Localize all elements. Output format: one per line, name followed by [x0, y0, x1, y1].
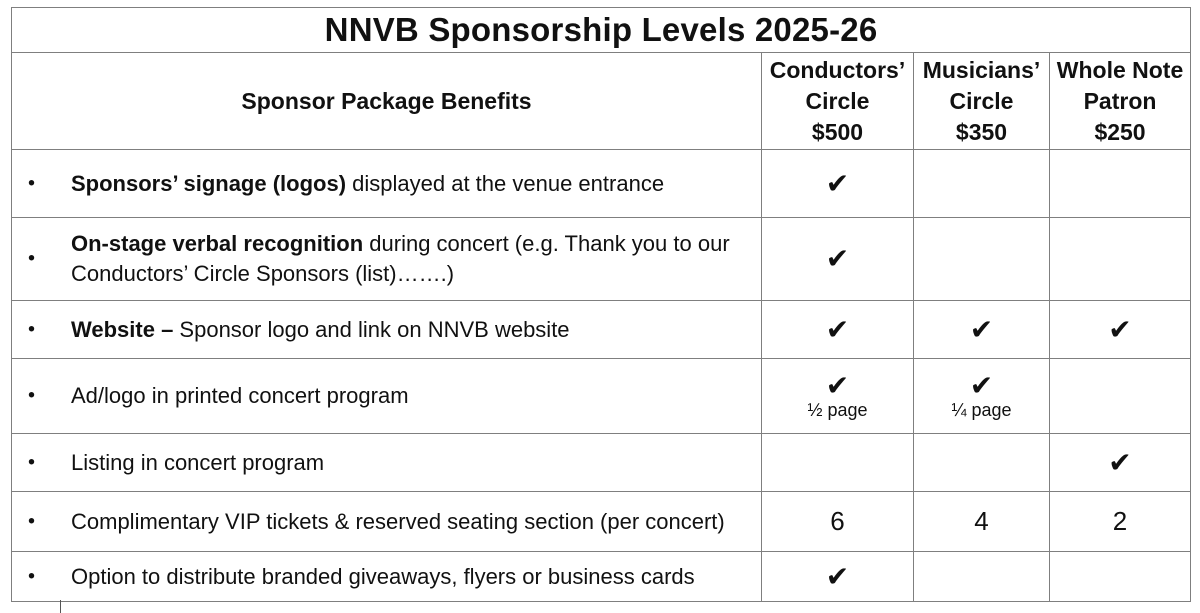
conductors-cell	[762, 434, 914, 492]
conductors-cell	[762, 301, 914, 359]
benefit-text: Complimentary VIP tickets & reserved seating section (per concert)	[71, 508, 725, 534]
whole-note-cell	[1050, 492, 1191, 552]
benefit-row	[12, 150, 1191, 218]
musicians-cell	[914, 301, 1050, 359]
whole-note-patron-header	[1050, 53, 1191, 150]
conductors-cell	[762, 492, 914, 552]
checkmark-icon: ✔	[825, 242, 850, 275]
benefit-cell	[12, 301, 762, 359]
benefit-cell	[12, 150, 762, 218]
whole-note-cell	[1050, 552, 1191, 602]
musicians-circle-header	[914, 53, 1050, 150]
benefit-row	[12, 434, 1191, 492]
whole-note-cell	[1050, 218, 1191, 301]
musicians-cell	[914, 434, 1050, 492]
benefit-text: displayed at the venue entrance	[346, 170, 665, 196]
musicians-cell	[914, 552, 1050, 602]
bullet-icon: •	[28, 509, 36, 532]
benefit-cell	[12, 552, 762, 602]
bullet-icon: •	[28, 450, 36, 473]
musicians-cell	[914, 492, 1050, 552]
benefits-column-header: Sponsor Package Benefits	[12, 53, 762, 150]
bullet-icon: •	[28, 384, 36, 407]
conductors-cell	[762, 552, 914, 602]
whole-note-cell	[1050, 301, 1191, 359]
table-title: NNVB Sponsorship Levels 2025-26	[12, 8, 1191, 53]
checkmark-icon: ✔	[1108, 312, 1132, 346]
sponsorship-table	[11, 7, 1191, 602]
benefit-cell	[12, 218, 762, 301]
ticket-count: 4	[974, 506, 989, 536]
benefit-text: during concert (e.g. Thank you to our Conductors’ Circle Sponsors (list)…….)	[71, 231, 730, 286]
musicians-cell	[914, 150, 1050, 218]
benefit-text: Ad/logo in printed concert program	[71, 383, 409, 408]
ticket-count: 6	[830, 506, 845, 536]
bullet-icon: •	[28, 171, 36, 194]
conductors-circle-header	[762, 53, 914, 150]
bullet-icon: •	[28, 564, 36, 587]
conductors-cell	[762, 359, 914, 434]
benefit-row	[12, 552, 1191, 602]
whole-note-cell	[1050, 434, 1191, 492]
benefit-row	[12, 359, 1191, 434]
benefit-text: Listing in concert program	[71, 449, 325, 475]
ad-size-note: ¼ page	[951, 400, 1012, 420]
benefit-row	[12, 301, 1191, 359]
page-margin-mark	[60, 600, 61, 613]
whole-note-cell	[1050, 359, 1191, 434]
checkmark-icon: ✔	[825, 166, 850, 200]
level-price: $500	[811, 118, 864, 145]
level-name-line1: Musicians’	[922, 56, 1041, 83]
musicians-cell	[914, 359, 1050, 434]
checkmark-icon: ✔	[825, 559, 850, 593]
level-name-line2: Patron	[1083, 87, 1157, 114]
benefit-bold-text: Sponsors’ signage (logos)	[71, 170, 347, 196]
checkmark-icon: ✔	[825, 369, 850, 402]
header-row	[12, 53, 1191, 150]
sponsorship-table-container	[11, 7, 1190, 602]
musicians-cell	[914, 218, 1050, 301]
bullet-icon: •	[28, 317, 36, 340]
level-price: $250	[1094, 118, 1146, 145]
conductors-cell	[762, 150, 914, 218]
level-name-line1: Conductors’	[769, 56, 906, 83]
benefit-row	[12, 218, 1191, 301]
level-name-line2: Circle	[949, 87, 1014, 114]
level-name-line1: Whole Note	[1056, 56, 1184, 83]
benefit-bold-text: On-stage verbal recognition	[71, 231, 364, 256]
benefit-cell	[12, 434, 762, 492]
benefit-bold-text: Website –	[71, 316, 174, 342]
checkmark-icon: ✔	[825, 312, 850, 346]
benefit-text: Option to distribute branded giveaways, flyers or business cards	[71, 563, 695, 589]
checkmark-icon: ✔	[969, 312, 994, 346]
benefit-row	[12, 492, 1191, 552]
ticket-count: 2	[1112, 506, 1128, 536]
benefit-text: Sponsor logo and link on NNVB website	[173, 316, 570, 342]
level-price: $350	[955, 118, 1008, 145]
conductors-cell	[762, 218, 914, 301]
ad-size-note: ½ page	[807, 400, 868, 420]
benefit-cell	[12, 359, 762, 434]
whole-note-cell	[1050, 150, 1191, 218]
benefit-cell	[12, 492, 762, 552]
level-name-line2: Circle	[805, 87, 870, 114]
bullet-icon: •	[28, 247, 36, 270]
checkmark-icon: ✔	[1108, 445, 1132, 479]
checkmark-icon: ✔	[969, 369, 994, 402]
